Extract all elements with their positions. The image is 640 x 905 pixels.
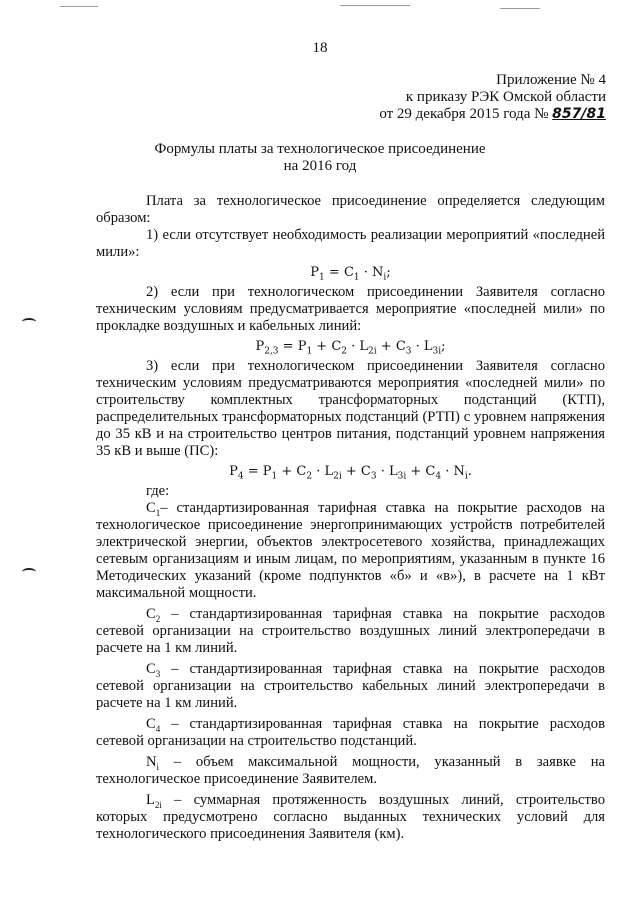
appendix-header bbox=[379, 72, 606, 123]
formula-p1: $P_1 = C_1 \cdot N_i$; bbox=[310, 265, 391, 283]
formula-p23: $P_{2,3} = P_1 + C_2 \cdot L_{2i} + C_3 \cdot L_{3i}$; bbox=[255, 339, 446, 357]
appendix-line bbox=[379, 106, 606, 123]
intro-paragraph: Плата за технологическое присоединение определяется следующим образом: bbox=[96, 193, 605, 226]
margin-punch-mark bbox=[22, 568, 36, 576]
document-title bbox=[0, 141, 640, 175]
case-3-paragraph: 3) если при технологическом присоединении Заявителя согласно техническим условиям предусматриваются мероприятия «последней мили» по строительству комплектных трансформаторных подстанций (КТП), распределительных трансформаторных подстанций (РТП) с уровнем напряжения до 35 кВ и на строительство центров питания, подстанций уровнем напряжения 35 кВ и выше (ПС): bbox=[96, 358, 605, 459]
page-number: 18 bbox=[312, 40, 328, 56]
scan-artifact-top bbox=[340, 5, 410, 6]
definition-c3: $C_3$ – стандартизированная тарифная ставка на покрытие расходов сетевой организации на строительство кабельных линий электропередачи в расчете на 1 км линий. bbox=[96, 661, 605, 711]
definition-ni: $N_i$ – объем максимальной мощности, указанный в заявке на технологическое присоединение Заявителем. bbox=[96, 754, 605, 787]
title-line: Формулы платы за технологическое присоединение bbox=[154, 141, 486, 157]
handwritten-order-number: 857/81 bbox=[552, 106, 606, 122]
document-body bbox=[96, 193, 605, 843]
definition-c1: $C_1-$ стандартизированная тарифная ставка на покрытие расходов на технологическое присоединение энергопринимающих устройств потребителей электрической энергии, объектов электросетевого хозяйства, принадлежащих сетевым организациям и иным лицам, по мероприятиям, указанным в пункте 16 Методических указаний (кроме подпунктов «б» и «в»), в расчете на 1 кВт максимальной мощности. bbox=[96, 500, 605, 601]
appendix-date: от 29 декабря 2015 года № bbox=[379, 106, 549, 122]
formula-p4: $P_4 = P_1 + C_2 \cdot L_{2i} + C_3 \cdot L_{3i} + C_4 \cdot N_i$. bbox=[229, 464, 472, 482]
scan-artifact-top bbox=[500, 8, 540, 9]
where-label: где: bbox=[146, 483, 170, 499]
case-1-paragraph: 1) если отсутствует необходимость реализации мероприятий «последней мили»: bbox=[96, 227, 605, 260]
definition-c4: $C_4$ – стандартизированная тарифная ставка на покрытие расходов сетевой организации на строительство подстанций. bbox=[96, 716, 605, 749]
case-2-paragraph: 2) если при технологическом присоединении Заявителя согласно техническим условиям предусматривается мероприятие «последней мили» по прокладке воздушных и кабельных линий: bbox=[96, 284, 605, 334]
title-line: на 2016 год bbox=[283, 158, 357, 174]
scan-artifact-top bbox=[60, 6, 98, 7]
appendix-line: к приказу РЭК Омской области bbox=[405, 89, 606, 105]
definition-l2i: $L_{2i}$ – суммарная протяженность воздушных линий, строительство которых предусмотрено согласно выданных технических условий для технологического присоединения Заявителя (км). bbox=[96, 792, 605, 842]
appendix-line: Приложение № 4 bbox=[496, 72, 606, 88]
margin-punch-mark bbox=[22, 318, 36, 326]
definition-c2: $C_2$ – стандартизированная тарифная ставка на покрытие расходов сетевой организации на строительство воздушных линий электропередачи в расчете на 1 км линий. bbox=[96, 606, 605, 656]
